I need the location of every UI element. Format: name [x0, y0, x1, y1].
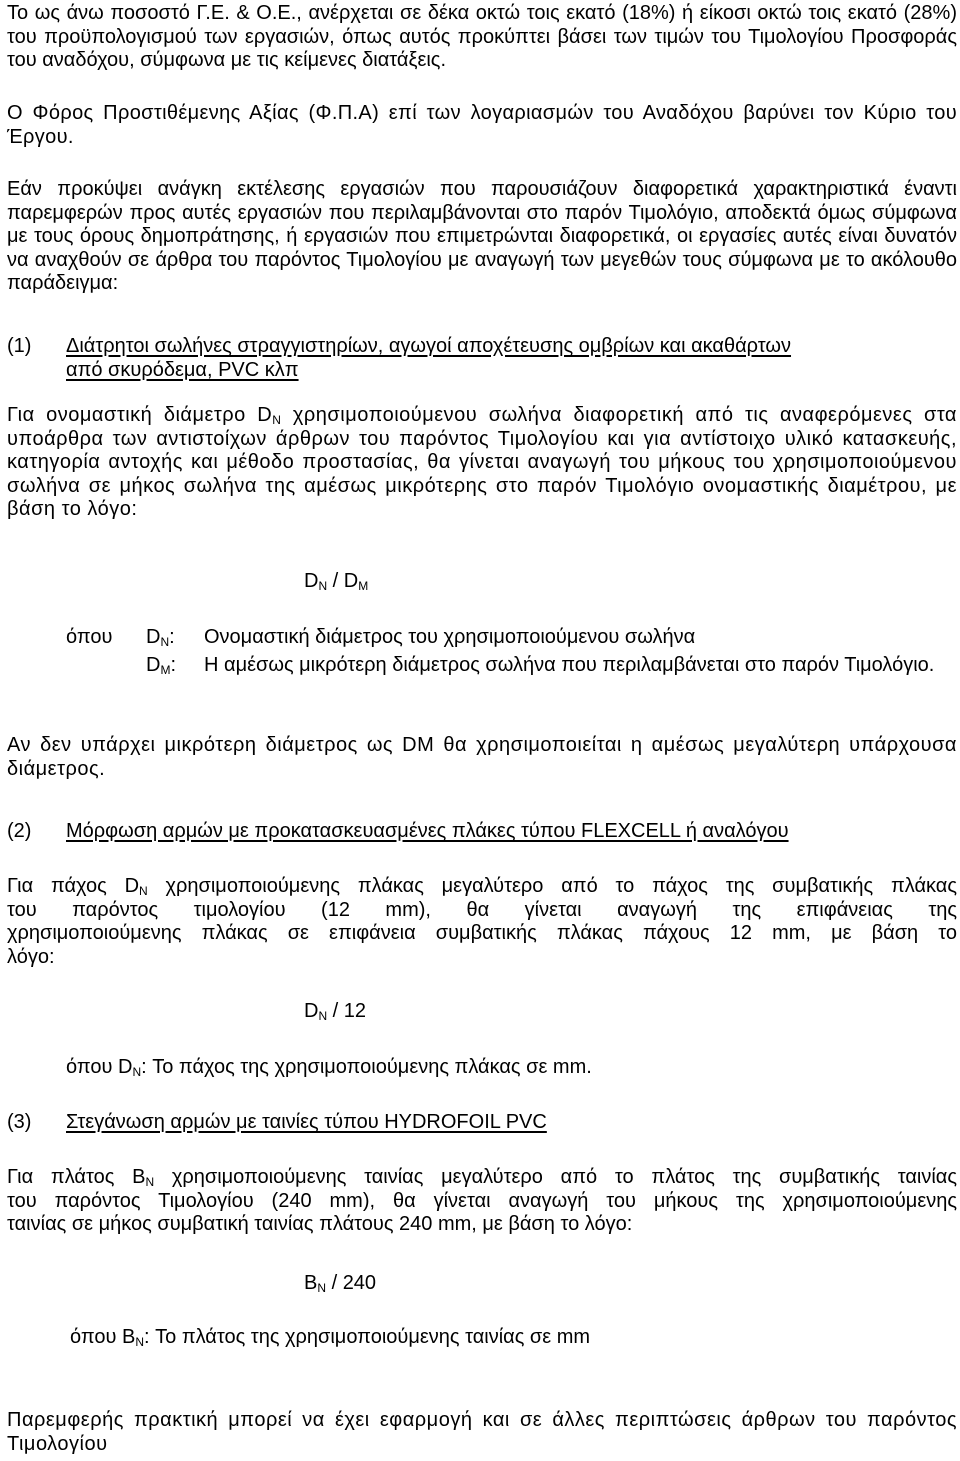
intro-paragraph-conversion: Εάν προκύψει ανάγκη εκτέλεσης εργασιών που παρουσιάζουν διαφορετικά χαρακτηριστικά έναντι παρεμφερών προς αυτές εργασιών που περιλαμβάνονται στο παρόν Τιμολόγιο, αποδεκτά όμως σύμφωνα με τους όρους δημοπράτησης, ή εργασιών που επιμετρώνται διαφορετικά, οι εργασίες αυτές είναι δυνατόν να αναχθούν σε άρθρα του παρόντος Τιμολογίου με αναγωγή των μεγεθών τους σύμφωνα με το ακόλουθο παράδειγμα: — [7, 178, 957, 294]
section-2-body-line3: χρησιμοποιούμενης πλάκας σε επιφάνεια συμβατικής πλάκας πάχους 12 mm, με βάση το — [7, 922, 957, 944]
section-1-formula: $D_N / D_M$ — [304, 570, 369, 593]
section-1-body-rest: χρησιμοποιούμενου σωλήνα διαφορετική από τις αναφερόμενες στα υποάρθρα των αντιστοίχων άρθρων του παρόντος Τιμολογίου και για αντίστοιχο υλικό κατασκευής, κατηγορία αντοχής και μέθοδο προστασίας, θα γίνεται αναγωγή του μήκους του χρησιμοποιούμενου σωλήνα σε μήκος σωλήνα της αμέσως μικρότερης στο παρόν Τιμολόγιο ονομαστικής διαμέτρου, με βάση το λόγο: — [7, 404, 957, 520]
section-1-body-subscript: N — [272, 413, 282, 427]
definition-dn-symbol: $D_N$: — [146, 626, 175, 649]
section-1-where-word: όπου — [66, 626, 113, 648]
section-2-where: όπου $D_N$: Το πάχος της χρησιμοποιούμενης πλάκας σε mm. — [66, 1056, 592, 1079]
section-3-formula: $B_N / 240$ — [304, 1272, 377, 1295]
section-1-heading-line1: Διάτρητοι σωλήνες στραγγιστηρίων, αγωγοί αποχέτευσης ομβρίων και ακαθάρτων — [66, 335, 792, 357]
section-2-heading: Μόρφωση αρμών με προκατασκευασμένες πλάκες τύπου FLEXCELL ή αναλόγου — [66, 820, 789, 842]
section-3-where: όπου $B_N$: Το πλάτος της χρησιμοποιούμενης ταινίας σε mm — [70, 1326, 591, 1349]
section-1-note: Αν δεν υπάρχει μικρότερη διάμετρος ως DM θα χρησιμοποιείται η αμέσως μεγαλύτερη υπάρχουσα διάμετρος. — [7, 734, 957, 780]
section-3-heading: Στεγάνωση αρμών με ταινίες τύπου HYDROFOIL PVC — [66, 1111, 547, 1133]
intro-paragraph-vat: Ο Φόρος Προστιθέμενης Αξίας (Φ.Π.Α) επί των λογαριασμών του Αναδόχου βαρύνει τον Κύριο του Έργου. — [7, 102, 957, 148]
section-3-body-line3: ταινίας σε μήκος συμβατική ταινίας πλάτους 240 mm, με βάση το λόγο: — [7, 1213, 633, 1235]
section-2-body-line2: του παρόντος τιμολογίου (12 mm), θα γίνεται αναγωγή της επιφάνειας της — [7, 898, 957, 921]
section-3-body-line1: Για πλάτος $B_N$ χρησιμοποιούμενης ταινίας μεγαλύτερο από το πλάτος της συμβατικής ταινίας — [7, 1166, 957, 1189]
section-1-body-start: Για ονομαστική διάμετρο D — [7, 404, 273, 426]
definition-dm-text: Η αμέσως μικρότερη διάμετρος σωλήνα που περιλαμβάνεται στο παρόν Τιμολόγιο. — [204, 654, 935, 676]
section-2-number: (2) — [7, 820, 32, 842]
section-2-body-line4: λόγο: — [7, 945, 55, 968]
closing-paragraph: Παρεμφερής πρακτική μπορεί να έχει εφαρμογή και σε άλλες περιπτώσεις άρθρων του παρόντος Τιμολογίου — [7, 1409, 957, 1455]
intro-paragraph-overheads: Το ως άνω ποσοστό Γ.Ε. & Ο.Ε., ανέρχεται σε δέκα οκτώ τοις εκατό (18%) ή είκοσι οκτώ τοις εκατό (28%) του προϋπολογισμού των εργασιών, όπως αυτός προκύπτει βάσει των τιμών του Τιμολογίου Προσφοράς του αναδόχου, σύμφωνα με τις κείμενες διατάξεις. — [7, 2, 957, 71]
section-1-number: (1) — [7, 335, 32, 357]
section-2-body — [7, 875, 957, 969]
section-3-body — [7, 1166, 957, 1237]
section-2-body-line1: Για πάχος $D_N$ χρησιμοποιούμενης πλάκας μεγαλύτερο από το πάχος της συμβατικής πλάκας — [7, 875, 957, 898]
section-3-number: (3) — [7, 1111, 32, 1133]
section-3-body-line2: του παρόντος Τιμολογίου (240 mm), θα γίνεται αναγωγή του μήκους της χρησιμοποιούμενης — [7, 1189, 957, 1212]
section-1-heading — [66, 335, 791, 382]
section-1-heading-line2: από σκυρόδεμα, PVC κλπ — [66, 358, 299, 381]
definition-dm-symbol: $D_M$: — [146, 654, 177, 677]
section-1-body — [7, 404, 957, 522]
definition-dn-text: Ονομαστική διάμετρος του χρησιμοποιούμενου σωλήνα — [204, 626, 696, 648]
section-2-formula: $D_N / 12$ — [304, 1000, 367, 1023]
